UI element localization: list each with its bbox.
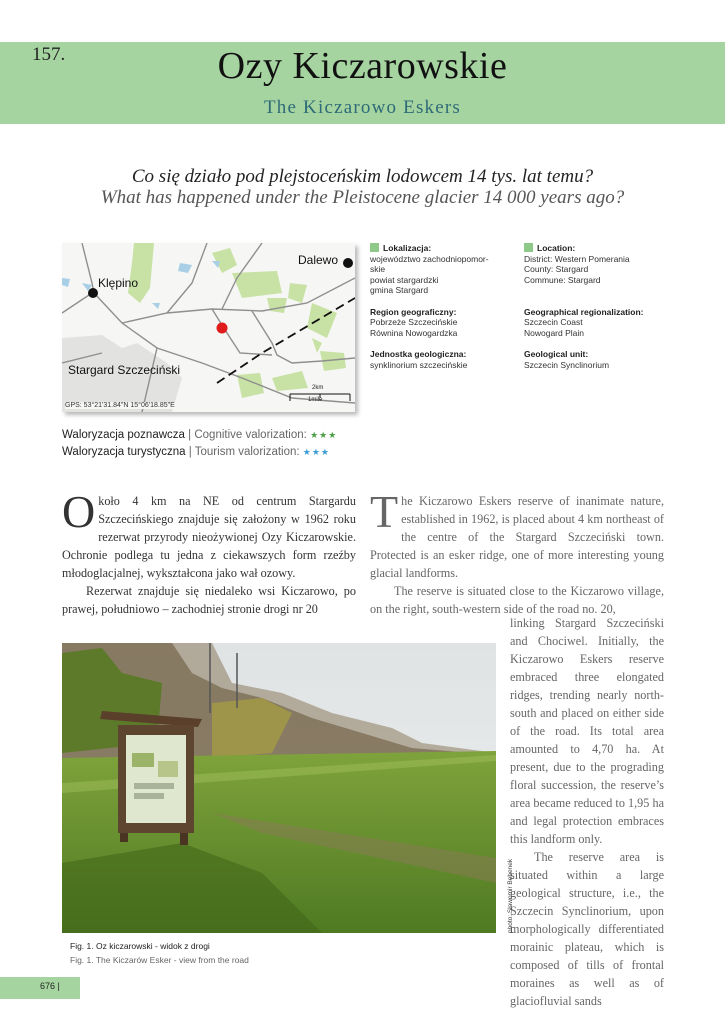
- paragraph: The reserve area is situated within a large geological structure, i.e., the Szczecin Synclinorium, upon morphologically differentiated morainic plateau, which is composed of tills of frontal moraines as well as of glaciofluvial sands: [510, 850, 664, 1008]
- body-text-en-continued: [510, 614, 664, 1010]
- site-marker: [217, 323, 228, 334]
- location-line: Commune: Stargard: [524, 274, 601, 285]
- dropcap-pl: O: [62, 486, 96, 537]
- geo-region-line: Nowogard Plain: [524, 327, 585, 338]
- map-label-dalewo: Dalewo: [298, 253, 339, 267]
- railway-line: [217, 298, 355, 383]
- jednostka-line: synklinorium szczecińskie: [370, 359, 468, 370]
- cognitive-valorization: [62, 429, 337, 441]
- tourism-valorization: [62, 446, 330, 458]
- green-stars-icon: ★★★: [310, 430, 338, 440]
- photo-credit: photo: Sławomir Bębenek: [507, 858, 514, 933]
- blue-stars-icon: ★★★: [302, 447, 331, 457]
- cognitive-en: Cognitive valorization:: [194, 429, 307, 441]
- cognitive-pl: Waloryzacja poznawcza: [62, 429, 185, 441]
- page-title: Ozy Kiczarowskie: [217, 45, 508, 87]
- separator: |: [188, 429, 192, 441]
- paragraph: Rezerwat znajduje się niedaleko wsi Kiczarowo, po prawej, południowo – zachodniej stronie drogi nr 20: [62, 584, 356, 616]
- green-square-icon: [524, 243, 533, 252]
- lokalizacja-line: powiat stargardzki: [370, 274, 439, 285]
- info-en: [524, 243, 664, 370]
- jednostka-label: Jednostka geologiczna:: [370, 349, 467, 359]
- geo-region-line: Szczecin Coast: [524, 317, 583, 327]
- paragraph: The reserve is situated close to the Kiczarowo village, on the right, south-western side of the road no. 20,: [370, 584, 664, 616]
- region-line: Równina Nowogardzka: [370, 327, 458, 338]
- chapter-number: 157.: [32, 44, 66, 65]
- dalewo-marker: [343, 258, 353, 268]
- page-number: 676 |: [40, 981, 60, 991]
- paragraph: linking Stargard Szczeciński and Chociwel. Initially, the Kiczarowo Eskers reserve embraced three elongated ridges, trending nearly north-south and placed on either side of the road. Its total area amounted to 4,70 ha. At present, due to the prograding floral succession, the reserve’s area became reduced to 1,95 ha and legal protection embraces this landform only.: [510, 616, 664, 846]
- region-label: Region geograficzny:: [370, 306, 457, 317]
- title-band: [0, 42, 725, 124]
- reserve-photo: [62, 643, 496, 933]
- lokalizacja-line: gmina Stargard: [370, 285, 429, 295]
- klepino-marker: [88, 288, 98, 298]
- scale-mile: 1mile: [308, 397, 323, 403]
- location-line: District: Western Pomerania: [524, 253, 630, 264]
- photo-illustration: [62, 643, 496, 933]
- tourism-pl: Waloryzacja turystyczna: [62, 446, 186, 458]
- location-map: [62, 243, 355, 412]
- tourism-en: Tourism valorization:: [194, 446, 300, 458]
- unit-line: Szczecin Synclinorium: [524, 359, 610, 370]
- region-line: Pobrzeże Szczecińskie: [370, 317, 458, 327]
- location-line: County: Stargard: [524, 264, 589, 274]
- question-en: What has happened under the Pleistocene glacier 14 000 years ago?: [100, 187, 625, 208]
- body-text-pl: [62, 486, 356, 618]
- separator: |: [188, 446, 192, 458]
- lokalizacja-label: Lokalizacja:: [383, 243, 432, 253]
- question-pl: Co się działo pod plejstoceńskim lodowcem 14 tys. lat temu?: [131, 166, 594, 187]
- map-label-klepino: Klępino: [98, 276, 139, 290]
- body-text-en: [370, 486, 664, 618]
- paragraph: he Kiczarowo Eskers reserve of inanimate nature, established in 1962, is placed about 4 km northeast of the centre of the Stargard Szczeciński town. Protected is an esker ridge, one of more interesting young glacial landforms.: [370, 494, 664, 580]
- lokalizacja-line: województwo zachodniopomor-: [370, 253, 489, 264]
- page-number-tab: [0, 977, 80, 999]
- unit-label: Geological unit:: [524, 349, 589, 359]
- paragraph: koło 4 km na NE od centrum Stargardu Szczecińskiego znajduje się założony w 1962 roku rezerwat przyrody nieożywionej Ozy Kiczarowskie. Ochronie podlega tu jedna z ciekawszych form rzeźby młodoglacjalnej, wykształcona jako wał ozowy.: [62, 494, 356, 580]
- caption-en: Fig. 1. The Kiczarów Esker - view from the road: [70, 955, 249, 965]
- scale-km: 2km: [312, 385, 324, 391]
- lokalizacja-line: skie: [370, 264, 386, 274]
- page-subtitle: The Kiczarowo Eskers: [263, 97, 462, 118]
- location-label: Location:: [537, 243, 576, 253]
- dropcap-en: T: [370, 486, 399, 537]
- caption-pl: Fig. 1. Oz kiczarowski - widok z drogi: [70, 941, 210, 951]
- map-label-stargard: Stargard Szczeciński: [68, 363, 181, 377]
- geo-region-label: Geographical regionalization:: [524, 306, 644, 317]
- gps-coordinates: GPS: 53°21'31.84"N 15°06'18.85"E: [65, 402, 175, 409]
- green-square-icon: [370, 243, 379, 252]
- info-pl: [370, 243, 510, 370]
